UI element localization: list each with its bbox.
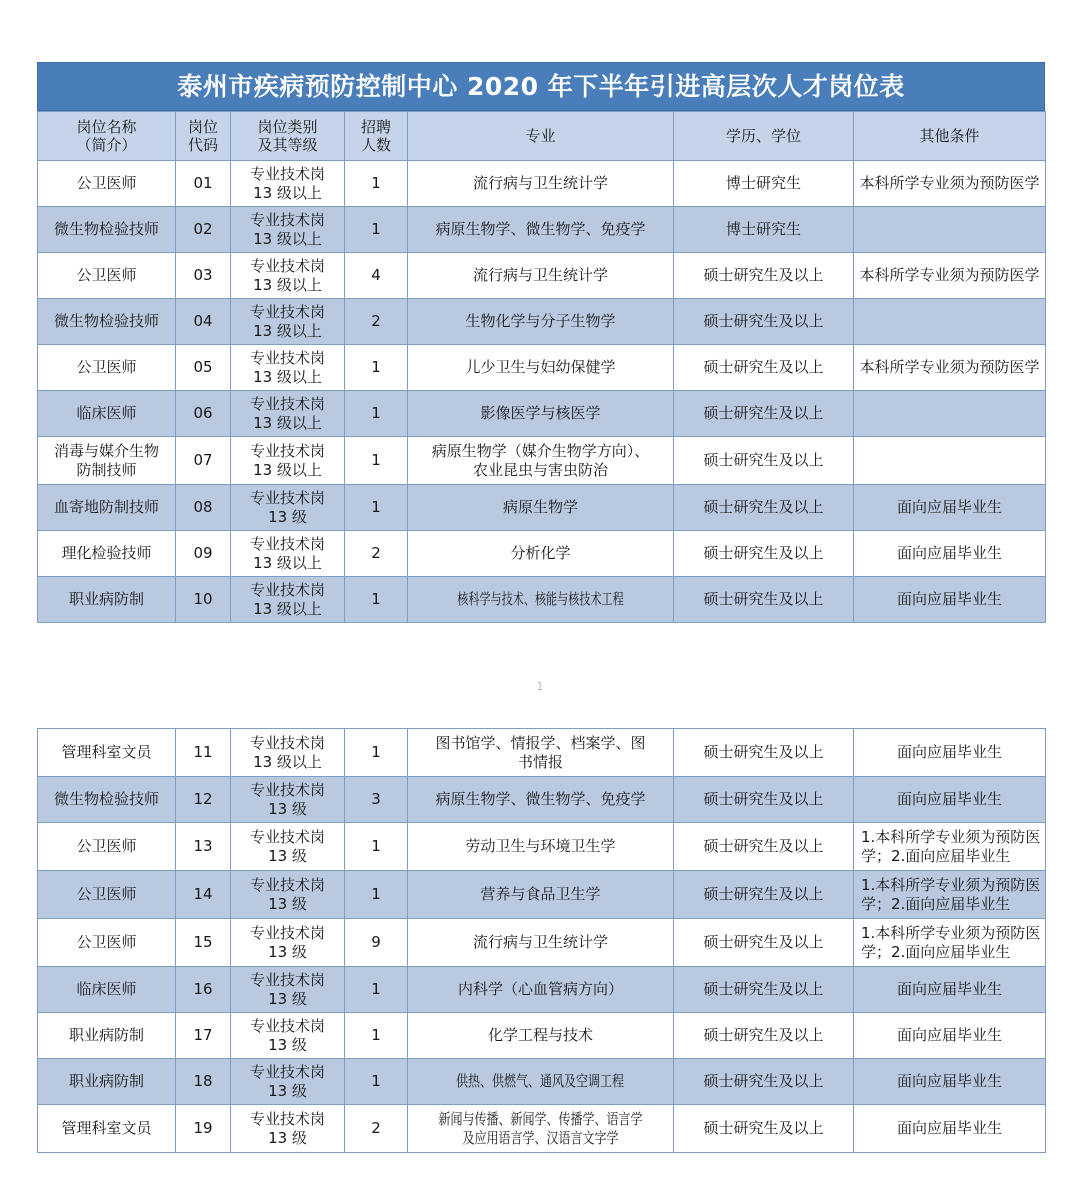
- cell-job-category: [231, 967, 345, 1013]
- column-header-major: 专业: [408, 112, 674, 161]
- cell-other-conditions: 面向应届毕业生: [854, 1105, 1046, 1153]
- cell-job-code: 14: [176, 871, 231, 919]
- table-row: [38, 967, 1046, 1013]
- cell-education: 硕士研究生及以上: [674, 577, 854, 623]
- cell-education: 硕士研究生及以上: [674, 729, 854, 777]
- column-header-name-line1: 岗位名称: [76, 118, 137, 136]
- cell-headcount: 2: [345, 531, 408, 577]
- cell-job-category-line1: 专业技术岗: [249, 1063, 325, 1082]
- cell-other-conditions: 本科所学专业须为预防医学: [854, 345, 1046, 391]
- cell-education: 硕士研究生及以上: [674, 919, 854, 967]
- cell-education: 硕士研究生及以上: [674, 871, 854, 919]
- cell-job-category-line1: 专业技术岗: [249, 165, 325, 184]
- table-row: [38, 207, 1046, 253]
- cell-major: [408, 1059, 674, 1105]
- cell-major: 化学工程与技术: [408, 1013, 674, 1059]
- cell-job-category-line2: 13 级: [268, 894, 307, 913]
- cell-job-category: [231, 299, 345, 345]
- cell-job-name-line1: 消毒与媒介生物: [53, 442, 159, 461]
- cell-job-category-line2: 13 级以上: [253, 321, 322, 340]
- cell-other-conditions: [854, 207, 1046, 253]
- cell-major-line2: 书情报: [517, 752, 563, 771]
- cell-headcount: 1: [345, 391, 408, 437]
- cell-headcount: 2: [345, 299, 408, 345]
- cell-job-code: 17: [176, 1013, 231, 1059]
- cell-other-conditions: [854, 823, 1046, 871]
- cell-job-category-line1: 专业技术岗: [249, 211, 325, 230]
- cell-major: 劳动卫生与环境卫生学: [408, 823, 674, 871]
- cell-job-category-line1: 专业技术岗: [249, 349, 325, 368]
- cell-headcount: 1: [345, 729, 408, 777]
- cell-other-conditions: 面向应届毕业生: [854, 967, 1046, 1013]
- table-row: [38, 1013, 1046, 1059]
- cell-job-category-line2: 13 级: [268, 846, 307, 865]
- cell-education: 硕士研究生及以上: [674, 967, 854, 1013]
- cell-major-text: 供热、供燃气、通风及空调工程: [456, 1072, 625, 1091]
- cell-job-code: 09: [176, 531, 231, 577]
- column-header-category: [231, 112, 345, 161]
- cell-major-line1: 图书馆学、情报学、档案学、图: [435, 734, 646, 753]
- cell-other-conditions: 本科所学专业须为预防医学: [854, 253, 1046, 299]
- cell-job-category: [231, 919, 345, 967]
- cell-job-category-line2: 13 级以上: [253, 275, 322, 294]
- cell-job-category: [231, 777, 345, 823]
- cell-job-category: [231, 1105, 345, 1153]
- column-header-headcount-line1: 招聘: [360, 118, 391, 136]
- cell-job-code: 05: [176, 345, 231, 391]
- cell-headcount: 1: [345, 345, 408, 391]
- cell-other-conditions: [854, 299, 1046, 345]
- cell-job-code: 04: [176, 299, 231, 345]
- table-row: [38, 345, 1046, 391]
- cell-job-category-line2: 13 级: [268, 799, 307, 818]
- cell-headcount: 1: [345, 823, 408, 871]
- cell-education: 硕士研究生及以上: [674, 1013, 854, 1059]
- cell-major: 流行病与卫生统计学: [408, 919, 674, 967]
- column-header-education: 学历、学位: [674, 112, 854, 161]
- table-header-row: [38, 112, 1046, 161]
- cell-job-name: 临床医师: [38, 391, 176, 437]
- cell-job-code: 13: [176, 823, 231, 871]
- cell-job-code: 10: [176, 577, 231, 623]
- column-header-headcount-line2: 人数: [360, 136, 391, 154]
- column-header-code-line2: 代码: [187, 136, 218, 154]
- cell-job-category-line2: 13 级: [268, 989, 307, 1008]
- cell-major: [408, 729, 674, 777]
- cell-job-category-line2: 13 级以上: [253, 460, 322, 479]
- cell-other-conditions: 面向应届毕业生: [854, 1059, 1046, 1105]
- jobs-table-part-1-body: [38, 161, 1046, 623]
- cell-job-category-line2: 13 级: [268, 507, 307, 526]
- cell-major: 流行病与卫生统计学: [408, 253, 674, 299]
- cell-job-category-line1: 专业技术岗: [249, 535, 325, 554]
- table-title-bar: [37, 62, 1045, 111]
- cell-job-name: 微生物检验技师: [38, 777, 176, 823]
- table-row: [38, 871, 1046, 919]
- cell-major: 分析化学: [408, 531, 674, 577]
- cell-headcount: 1: [345, 1059, 408, 1105]
- cell-major: 儿少卫生与妇幼保健学: [408, 345, 674, 391]
- cell-job-category-line1: 专业技术岗: [249, 924, 325, 943]
- cell-job-code: 15: [176, 919, 231, 967]
- cell-job-category-line1: 专业技术岗: [249, 489, 325, 508]
- column-header-name: [38, 112, 176, 161]
- table-row: [38, 577, 1046, 623]
- cell-job-category-line2: 13 级: [268, 1081, 307, 1100]
- cell-education: 硕士研究生及以上: [674, 1105, 854, 1153]
- cell-education: 博士研究生: [674, 207, 854, 253]
- cell-job-category-line1: 专业技术岗: [249, 971, 325, 990]
- cell-other-conditions-line2: 学；2.面向应届毕业生: [861, 894, 1011, 913]
- cell-other-conditions-line2: 学；2.面向应届毕业生: [861, 846, 1011, 865]
- cell-job-category-line1: 专业技术岗: [249, 257, 325, 276]
- cell-job-category-line1: 专业技术岗: [249, 781, 325, 800]
- cell-job-name: 职业病防制: [38, 1013, 176, 1059]
- cell-job-code: 06: [176, 391, 231, 437]
- cell-job-name: 公卫医师: [38, 871, 176, 919]
- cell-major: 病原生物学、微生物学、免疫学: [408, 207, 674, 253]
- cell-major: [408, 437, 674, 485]
- cell-headcount: 1: [345, 967, 408, 1013]
- column-header-code: [176, 112, 231, 161]
- cell-job-name: 公卫医师: [38, 253, 176, 299]
- cell-job-category: [231, 485, 345, 531]
- table-row: [38, 823, 1046, 871]
- cell-major: [408, 1105, 674, 1153]
- cell-major-line1: 新闻与传播、新闻学、传播学、语言学: [438, 1110, 643, 1129]
- cell-other-conditions: 本科所学专业须为预防医学: [854, 161, 1046, 207]
- column-header-category-line1: 岗位类别: [257, 118, 318, 136]
- cell-job-category-line1: 专业技术岗: [249, 395, 325, 414]
- cell-major-line2: 及应用语言学、汉语言文字学: [462, 1128, 619, 1147]
- cell-job-name: 微生物检验技师: [38, 299, 176, 345]
- cell-major: 内科学（心血管病方向）: [408, 967, 674, 1013]
- cell-headcount: 1: [345, 437, 408, 485]
- cell-job-category-line2: 13 级以上: [253, 752, 322, 771]
- cell-job-code: 19: [176, 1105, 231, 1153]
- cell-other-conditions: [854, 919, 1046, 967]
- cell-job-category-line1: 专业技术岗: [249, 1017, 325, 1036]
- cell-job-code: 12: [176, 777, 231, 823]
- cell-headcount: 9: [345, 919, 408, 967]
- cell-job-name: [38, 437, 176, 485]
- table-row: [38, 391, 1046, 437]
- cell-job-name: 公卫医师: [38, 919, 176, 967]
- cell-job-code: 18: [176, 1059, 231, 1105]
- cell-job-name-line2: 防制技师: [76, 460, 137, 479]
- cell-education: 硕士研究生及以上: [674, 485, 854, 531]
- cell-other-conditions: 面向应届毕业生: [854, 577, 1046, 623]
- table-row: [38, 253, 1046, 299]
- jobs-table-part-1: [37, 111, 1046, 623]
- cell-other-conditions-line2: 学；2.面向应届毕业生: [861, 942, 1011, 961]
- cell-job-category: [231, 1013, 345, 1059]
- cell-job-code: 11: [176, 729, 231, 777]
- cell-job-category: [231, 531, 345, 577]
- cell-other-conditions: 面向应届毕业生: [854, 777, 1046, 823]
- cell-job-code: 08: [176, 485, 231, 531]
- cell-other-conditions-line1: 1.本科所学专业须为预防医: [861, 828, 1041, 847]
- cell-job-name: 血寄地防制技师: [38, 485, 176, 531]
- cell-job-category-line1: 专业技术岗: [249, 828, 325, 847]
- cell-other-conditions-line1: 1.本科所学专业须为预防医: [861, 876, 1041, 895]
- cell-other-conditions: [854, 437, 1046, 485]
- cell-education: 硕士研究生及以上: [674, 777, 854, 823]
- cell-education: 硕士研究生及以上: [674, 823, 854, 871]
- cell-other-conditions: [854, 391, 1046, 437]
- cell-job-category-line1: 专业技术岗: [249, 734, 325, 753]
- cell-headcount: 1: [345, 871, 408, 919]
- table-row: [38, 531, 1046, 577]
- cell-education: 硕士研究生及以上: [674, 531, 854, 577]
- cell-job-name: 临床医师: [38, 967, 176, 1013]
- cell-job-category-line1: 专业技术岗: [249, 876, 325, 895]
- cell-other-conditions-line1: 1.本科所学专业须为预防医: [861, 924, 1041, 943]
- column-header-category-line2: 及其等级: [257, 136, 318, 154]
- cell-major-line1: 病原生物学（媒介生物学方向）、: [431, 442, 650, 461]
- table-row: [38, 1059, 1046, 1105]
- cell-other-conditions: 面向应届毕业生: [854, 531, 1046, 577]
- cell-headcount: 4: [345, 253, 408, 299]
- cell-job-code: 01: [176, 161, 231, 207]
- cell-job-category-line2: 13 级以上: [253, 183, 322, 202]
- cell-job-name: 职业病防制: [38, 1059, 176, 1105]
- cell-headcount: 1: [345, 161, 408, 207]
- cell-job-category: [231, 437, 345, 485]
- table-row: [38, 485, 1046, 531]
- table-row: [38, 161, 1046, 207]
- cell-job-category: [231, 161, 345, 207]
- cell-job-code: 03: [176, 253, 231, 299]
- cell-job-category: [231, 1059, 345, 1105]
- cell-job-category-line2: 13 级以上: [253, 553, 322, 572]
- cell-major: 病原生物学、微生物学、免疫学: [408, 777, 674, 823]
- cell-other-conditions: [854, 871, 1046, 919]
- cell-job-category-line2: 13 级以上: [253, 229, 322, 248]
- cell-education: 硕士研究生及以上: [674, 253, 854, 299]
- table-row: [38, 437, 1046, 485]
- cell-education: 博士研究生: [674, 161, 854, 207]
- column-header-name-line2: （简介）: [76, 136, 137, 154]
- page-title: 泰州市疾病预防控制中心 2020 年下半年引进高层次人才岗位表: [177, 72, 905, 101]
- cell-job-code: 02: [176, 207, 231, 253]
- cell-education: 硕士研究生及以上: [674, 1059, 854, 1105]
- cell-job-category: [231, 577, 345, 623]
- cell-major: [408, 577, 674, 623]
- cell-job-category: [231, 729, 345, 777]
- cell-headcount: 1: [345, 577, 408, 623]
- column-header-code-line1: 岗位: [187, 118, 218, 136]
- cell-major: 生物化学与分子生物学: [408, 299, 674, 345]
- table-row: [38, 1105, 1046, 1153]
- cell-job-name: 管理科室文员: [38, 1105, 176, 1153]
- cell-other-conditions: 面向应届毕业生: [854, 1013, 1046, 1059]
- page-number: 1: [536, 680, 544, 693]
- cell-major-text: 核科学与技术、核能与核技术工程: [457, 590, 624, 609]
- cell-job-name: 理化检验技师: [38, 531, 176, 577]
- cell-major: 病原生物学: [408, 485, 674, 531]
- cell-major: 营养与食品卫生学: [408, 871, 674, 919]
- jobs-table-part-2-body: [38, 729, 1046, 1153]
- cell-major: 流行病与卫生统计学: [408, 161, 674, 207]
- cell-job-code: 16: [176, 967, 231, 1013]
- cell-major: 影像医学与核医学: [408, 391, 674, 437]
- cell-job-category-line1: 专业技术岗: [249, 442, 325, 461]
- cell-job-category-line1: 专业技术岗: [249, 303, 325, 322]
- cell-education: 硕士研究生及以上: [674, 299, 854, 345]
- cell-job-category-line2: 13 级: [268, 942, 307, 961]
- cell-headcount: 2: [345, 1105, 408, 1153]
- cell-job-category-line2: 13 级以上: [253, 599, 322, 618]
- cell-major-line2: 农业昆虫与害虫防治: [472, 460, 608, 479]
- cell-education: 硕士研究生及以上: [674, 345, 854, 391]
- column-header-headcount: [345, 112, 408, 161]
- column-header-other: 其他条件: [854, 112, 1046, 161]
- table-row: [38, 299, 1046, 345]
- cell-job-name: 公卫医师: [38, 345, 176, 391]
- cell-other-conditions: 面向应届毕业生: [854, 485, 1046, 531]
- cell-job-category: [231, 391, 345, 437]
- cell-job-category-line2: 13 级: [268, 1128, 307, 1147]
- cell-job-category: [231, 207, 345, 253]
- cell-education: 硕士研究生及以上: [674, 437, 854, 485]
- cell-job-category-line1: 专业技术岗: [249, 1110, 325, 1129]
- cell-job-category: [231, 345, 345, 391]
- cell-headcount: 1: [345, 207, 408, 253]
- cell-job-category: [231, 253, 345, 299]
- cell-headcount: 3: [345, 777, 408, 823]
- cell-education: 硕士研究生及以上: [674, 391, 854, 437]
- jobs-table-part-2: [37, 728, 1046, 1153]
- cell-job-category-line2: 13 级: [268, 1035, 307, 1054]
- cell-job-category-line2: 13 级以上: [253, 367, 322, 386]
- cell-headcount: 1: [345, 1013, 408, 1059]
- cell-other-conditions: 面向应届毕业生: [854, 729, 1046, 777]
- cell-job-name: 微生物检验技师: [38, 207, 176, 253]
- cell-job-name: 公卫医师: [38, 823, 176, 871]
- cell-job-name: 管理科室文员: [38, 729, 176, 777]
- table-row: [38, 919, 1046, 967]
- cell-job-category: [231, 823, 345, 871]
- cell-job-category-line1: 专业技术岗: [249, 581, 325, 600]
- table-row: [38, 777, 1046, 823]
- cell-job-category-line2: 13 级以上: [253, 413, 322, 432]
- cell-job-category: [231, 871, 345, 919]
- cell-job-code: 07: [176, 437, 231, 485]
- cell-job-name: 职业病防制: [38, 577, 176, 623]
- cell-job-name: 公卫医师: [38, 161, 176, 207]
- table-row: [38, 729, 1046, 777]
- cell-headcount: 1: [345, 485, 408, 531]
